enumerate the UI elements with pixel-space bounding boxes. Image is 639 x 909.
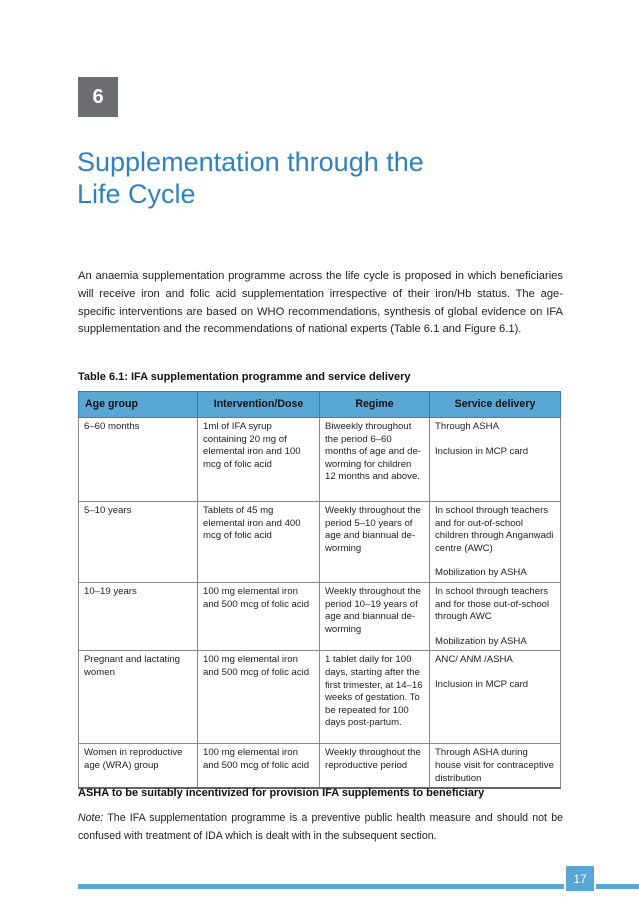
cell-age: 5–10 years (79, 502, 198, 583)
cell-dose: Tablets of 45 mg elemental iron and 400 mcg of folic acid (198, 502, 320, 583)
cell-service (430, 582, 561, 650)
table-row (79, 502, 561, 583)
service-line: Through ASHA during house visit for contraceptive distribution (435, 747, 554, 784)
footnote (78, 809, 563, 845)
footnote-text: The IFA supplementation programme is a preventive public health measure and should not be confused with treatment of IDA which is dealt with in the subsequent section. (78, 812, 563, 842)
title-line-1: Supplementation through the (77, 147, 424, 177)
cell-service (430, 744, 561, 788)
asha-incentive-note: ASHA to be suitably incentivized for provision IFA supplements to beneficiary (78, 787, 485, 799)
footnote-label: Note: (78, 812, 104, 824)
service-line: ANC/ ANM /ASHA (435, 654, 513, 666)
cell-service (430, 651, 561, 744)
header-service-delivery: Service delivery (430, 392, 561, 418)
table-row (79, 744, 561, 788)
page-title (77, 146, 557, 210)
table-header-row (79, 392, 561, 418)
footer-rule-right (596, 884, 639, 889)
cell-regime: Weekly throughout the reproductive period (320, 744, 430, 788)
cell-dose: 100 mg elemental iron and 500 mcg of folic acid (198, 744, 320, 788)
cell-age: Pregnant and lactating women (79, 651, 198, 744)
cell-dose: 100 mg elemental iron and 500 mcg of folic acid (198, 582, 320, 650)
cell-service (430, 418, 561, 502)
footer-rule (78, 884, 564, 889)
service-line: In school through teachers and for those out-of-school through AWC (435, 585, 550, 623)
cell-age: Women in reproductive age (WRA) group (79, 744, 198, 788)
page-number: 17 (566, 866, 594, 891)
cell-regime: Weekly throughout the period 5–10 years of age and biannual de-worming (320, 502, 430, 583)
service-line: Inclusion in MCP card (435, 445, 529, 457)
cell-dose: 100 mg elemental iron and 500 mcg of folic acid (198, 651, 320, 744)
table-row (79, 582, 561, 650)
ifa-table (78, 391, 561, 789)
table-row (79, 418, 561, 502)
cell-regime: Weekly throughout the period 10–19 years of age and biannual de-worming (320, 582, 430, 650)
cell-service (430, 502, 561, 583)
table-caption: Table 6.1: IFA supplementation programme and service delivery (78, 371, 411, 383)
cell-regime: 1 tablet daily for 100 days, starting after the first trimester, at 14–16 weeks of gestation. To be repeated for 100 days post-partum. (320, 651, 430, 744)
header-age-group: Age group (79, 392, 198, 418)
cell-dose: 1ml of IFA syrup containing 20 mg of elemental iron and 100 mcg of folic acid (198, 418, 320, 502)
chapter-number-badge: 6 (78, 77, 118, 117)
service-line: In school through teachers and for out-of-school children through Anganwadi centre (AWC) (435, 505, 554, 554)
title-line-2: Life Cycle (77, 179, 196, 209)
service-line: Mobilization by ASHA (435, 635, 527, 647)
service-line: Mobilization by ASHA (435, 567, 527, 579)
cell-regime: Biweekly throughout the period 6–60 months of age and de-worming for children 12 months and above. (320, 418, 430, 502)
intro-paragraph: An anaemia supplementation programme across the life cycle is proposed in which beneficiaries will receive iron and folic acid supplementation irrespective of their iron/Hb status. The age-specific interventions are based on WHO recommendations, synthesis of global evidence on IFA supplementation and the recommendations of national experts (Table 6.1 and Figure 6.1). (78, 270, 563, 336)
header-regime: Regime (320, 392, 430, 418)
header-intervention: Intervention/Dose (198, 392, 320, 418)
cell-age: 6–60 months (79, 418, 198, 502)
service-line: Inclusion in MCP card (435, 678, 529, 690)
table-row (79, 651, 561, 744)
service-line: Through ASHA (435, 421, 499, 432)
cell-age: 10–19 years (79, 582, 198, 650)
